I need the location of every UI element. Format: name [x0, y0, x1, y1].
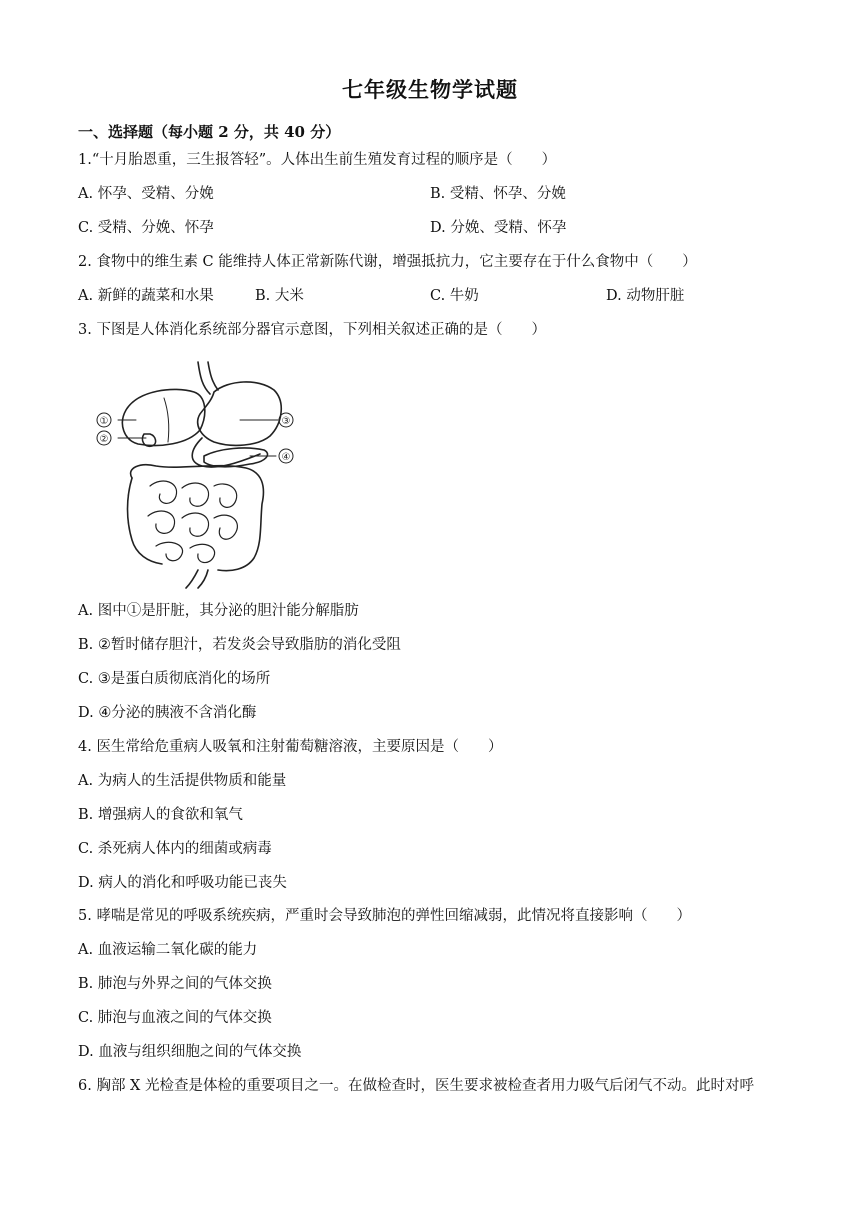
- question-4-option-b: B. 增强病人的食欲和氧气: [78, 807, 243, 823]
- question-2-option-c: C. 牛奶: [430, 288, 479, 304]
- question-5-stem: 5. 哮喘是常见的呼吸系统疾病，严重时会导致肺泡的弹性回缩减弱，此情况将直接影响（ ）: [78, 908, 691, 924]
- question-1-option-c: C. 受精、分娩、怀孕: [78, 220, 214, 236]
- stomach-shape: [198, 382, 282, 445]
- question-1-stem: 1.“十月胎恩重，三生报答轻”。人体出生前生殖发育过程的顺序是（ ）: [78, 152, 557, 168]
- question-2-stem: 2. 食物中的维生素 C 能维持人体正常新陈代谢，增强抵抗力，它主要存在于什么食物中（ ）: [78, 254, 697, 270]
- question-4-option-c: C. 杀死病人体内的细菌或病毒: [78, 841, 272, 857]
- question-1-option-d: D. 分娩、受精、怀孕: [430, 220, 567, 236]
- question-4-stem: 4. 医生常给危重病人吸氧和注射葡萄糖溶液，主要原因是（ ）: [78, 739, 503, 755]
- digestive-system-figure: [90, 358, 300, 590]
- pancreas-shape: [204, 448, 268, 467]
- question-6-stem: 6. 胸部 X 光检查是体检的重要项目之一。在做检查时，医生要求被检查者用力吸气后闭气不动。此时对呼: [78, 1078, 754, 1094]
- question-3-option-c: C. ③是蛋白质彻底消化的场所: [78, 671, 271, 687]
- question-5-option-a: A. 血液运输二氧化碳的能力: [78, 942, 258, 958]
- figure-label-1: ①: [99, 416, 109, 427]
- question-1-option-a: A. 怀孕、受精、分娩: [78, 186, 214, 202]
- question-1-option-b: B. 受精、怀孕、分娩: [430, 186, 566, 202]
- question-5-option-b: B. 肺泡与外界之间的气体交换: [78, 976, 272, 992]
- question-3-option-a: A. 图中①是肝脏，其分泌的胆汁能分解脂肪: [78, 603, 359, 619]
- figure-label-4: ④: [281, 452, 291, 463]
- question-2-option-a: A. 新鲜的蔬菜和水果: [78, 288, 214, 304]
- question-2-option-b: B. 大米: [255, 288, 304, 304]
- section-heading: 一、选择题（每小题 2 分，共 40 分）: [78, 123, 341, 141]
- question-4-option-a: A. 为病人的生活提供物质和能量: [78, 773, 287, 789]
- question-3-stem: 3. 下图是人体消化系统部分器官示意图，下列相关叙述正确的是（ ）: [78, 322, 546, 338]
- figure-label-2: ②: [99, 434, 109, 445]
- figure-label-3: ③: [281, 416, 291, 427]
- question-4-option-d: D. 病人的消化和呼吸功能已丧失: [78, 875, 287, 891]
- exam-title: 七年级生物学试题: [342, 77, 518, 102]
- gallbladder-shape: [142, 434, 155, 446]
- question-5-option-c: C. 肺泡与血液之间的气体交换: [78, 1010, 272, 1026]
- digestive-system-diagram: [90, 358, 300, 590]
- question-2-option-d: D. 动物肝脏: [606, 288, 685, 304]
- question-5-option-d: D. 血液与组织细胞之间的气体交换: [78, 1044, 302, 1060]
- question-3-option-d: D. ④分泌的胰液不含消化酶: [78, 705, 257, 721]
- question-3-option-b: B. ②暂时储存胆汁，若发炎会导致脂肪的消化受阻: [78, 637, 401, 653]
